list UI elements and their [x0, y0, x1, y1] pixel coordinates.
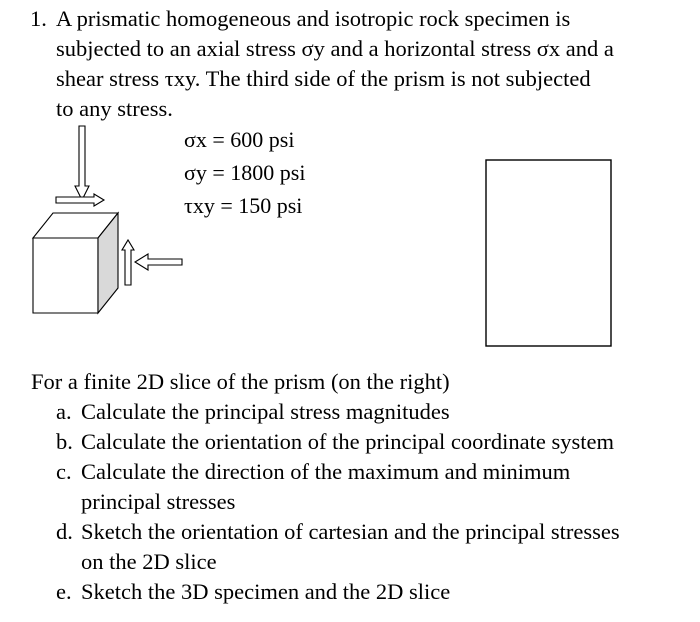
task-e-letter: e.: [56, 579, 72, 604]
statement-line-2: subjected to an axial stress σy and a horizontal stress σx and a: [56, 36, 614, 61]
horizontal-stress-arrow-icon: [135, 254, 182, 270]
task-d-text-2: on the 2D slice: [81, 549, 217, 574]
task-b-letter: b.: [56, 429, 73, 454]
statement-line-4: to any stress.: [56, 96, 173, 121]
tasks-intro: For a finite 2D slice of the prism (on the right): [31, 369, 450, 394]
shear-arrow-side-icon: [122, 240, 134, 285]
task-d-text-1: Sketch the orientation of cartesian and the principal stresses: [81, 519, 620, 544]
statement-line-1: A prismatic homogeneous and isotropic rock specimen is: [56, 6, 571, 31]
task-a-letter: a.: [56, 399, 72, 424]
statement-line-3: shear stress τxy. The third side of the prism is not subjected: [56, 66, 591, 91]
task-c-text-2: principal stresses: [81, 489, 236, 514]
prism-box-icon: [33, 213, 118, 313]
task-d-letter: d.: [56, 519, 73, 544]
task-c-text-1: Calculate the direction of the maximum and minimum: [81, 459, 571, 484]
sigma-x-value: σx = 600 psi: [184, 127, 295, 152]
axial-stress-arrow-icon: [75, 126, 89, 200]
sigma-y-value: σy = 1800 psi: [184, 160, 306, 185]
task-c-letter: c.: [56, 459, 72, 484]
task-a-text: Calculate the principal stress magnitudes: [81, 399, 450, 424]
slice-2d-rectangle: [486, 160, 611, 346]
task-b-text: Calculate the orientation of the principal coordinate system: [81, 429, 614, 454]
problem-number: 1.: [30, 6, 47, 31]
specimen-figure: [33, 126, 182, 313]
task-e-text: Sketch the 3D specimen and the 2D slice: [81, 579, 451, 604]
tau-xy-value: τxy = 150 psi: [184, 193, 303, 218]
